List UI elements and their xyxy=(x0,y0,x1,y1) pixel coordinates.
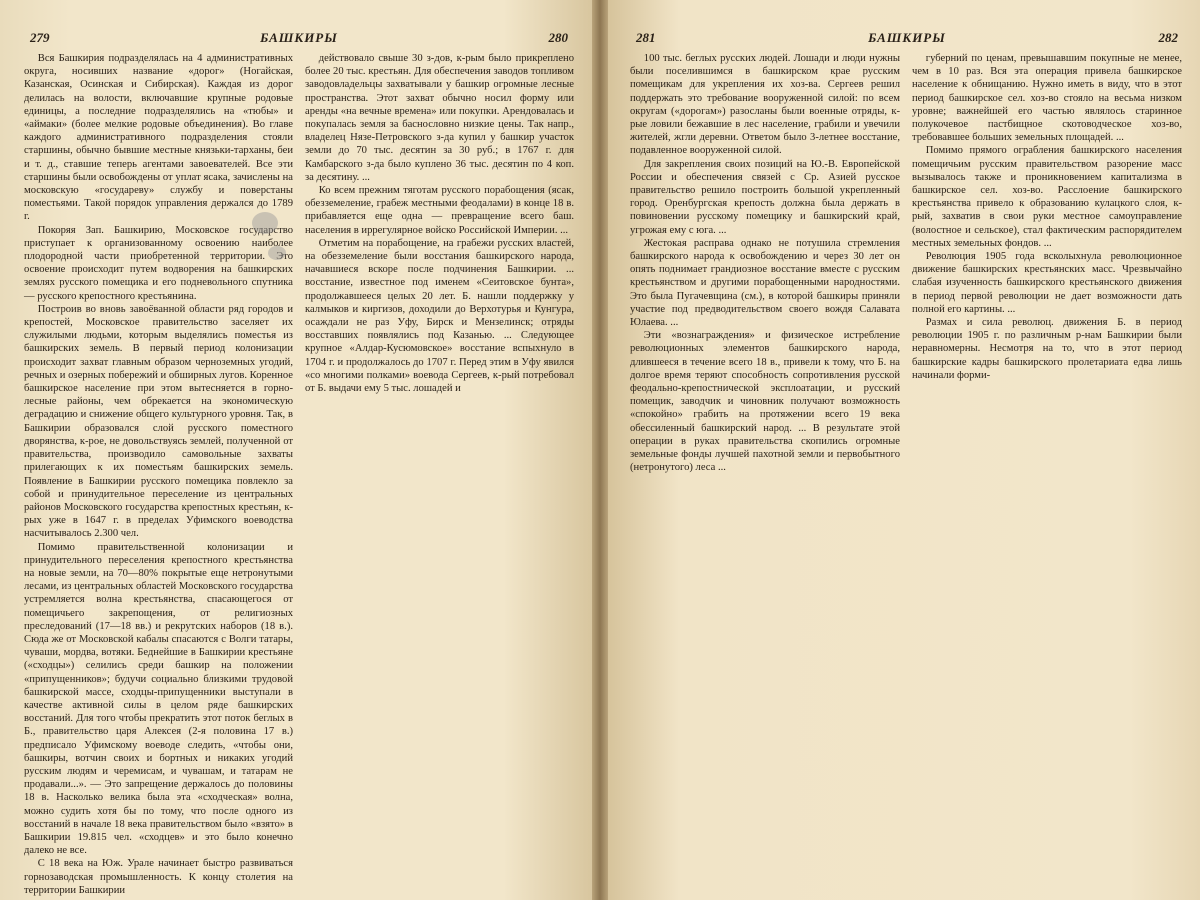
paragraph: Ко всем прежним тяготам русского порабощения (ясак, обезземеление, грабеж местными феодалами) в конце 18 в. прибавляется еще одна — превращение всего баш. населения в иррегулярное войско Российской Империи. ... xyxy=(305,185,574,236)
page-number-282: 282 xyxy=(1158,30,1178,45)
page-number-279: 279 xyxy=(30,30,50,45)
paragraph: действовало свыше 30 з-дов, к-рым было прикреплено более 20 тыс. крестьян. Для обеспечения заводов топливом заводовладельцы захватывали у башкир огромные лесные пространства. Этот захват обычно носил форму или аренды «на вечные времена» или покупки. Арендовалась и покупалась земля за баснословно низкие цены. Так напр., владелец Нязе-Петровского з-да купил у башкир участок земли до 70 тыс. десятин за 30 руб.; в 1767 г. для Камбарского з-да было куплено 36 тыс. десятин по 4 коп. за десятину. ... xyxy=(305,53,574,183)
paragraph: Помимо правительственной колонизации и принудительного переселения крепостного крестьянства на новые земли, на 70—80% покрытые еще нетронутыми лесами, из центральных областей Московского государства устремляется волна крестьянства, спасающегося от помещичьего закрепощения, от религиозных преследований (17—18 вв.) и рекрутских наборов (18 в.). Сюда же от Московской кабалы спасаются с Волги татары, чуваши, мордва, вотяки. Беднейшие в Башкирии крестьяне («сходцы») селились среди башкир на положении «припущенников»; будучи социально близкими трудовой башкирской массе, сходцы-припущенники выступали в качестве активной силы в целом ряде башкирских восстаний. Для того чтобы прекратить этот поток беглых в Б., правительство царя Алексея (2-я половина 17 в.) предписало Уфимскому воеводе следить, «чтобы они, башкиры, вотчин своих и бортных и никаких угодий русским людям и черемисам, и чувашам, и татарам не продавали...». — Это запрещение держалось до половины 18 в. Насколько велика была эта «сходческая» волна, можно судить хотя бы по тому, что после одного из восстаний в начале 18 века правительством было «взято» в Башкирии 19.815 чел. «сходцев» и это было конечно далеко не все. xyxy=(24,541,293,857)
text-column-4 xyxy=(912,52,1182,475)
text-column-3 xyxy=(630,52,900,475)
page-number-280: 280 xyxy=(548,30,568,45)
paragraph: Революция 1905 года всколыхнула революционное движение башкирских крестьянских масс. Чрезвычайно слабая изученность башкирского крестьянского движения в период первой революции не дает возможности дать полной его картины. ... xyxy=(912,251,1182,315)
paragraph: Эти «вознаграждения» и физическое истребление революционных элементов башкирского народа, длившееся в течение всего 18 в., привели к тому, что Б. на долгое время теряют способность сопротивления русской феодально-крепостнической эксплоатации, и русский помещик, заводчик и чиновник получают возможность «спокойно» грабить на протяжении всего 19 века обессиленный башкирский народ. ... В результате этой операции в руках правительства скопились огромные земельные фонды лучшей пахотной земли и первобытного (нетронутого) леса ... xyxy=(630,330,900,474)
paragraph: Размах и сила революц. движения Б. в период революции 1905 г. по различным р-нам Башкирии были неравномерны. Несмотря на то, что в этот период башкирские кадры башкирского пролетариата едва лишь начинали форми- xyxy=(912,317,1182,381)
paragraph: С 18 века на Юж. Урале начинает быстро развиваться горнозаводская промышленность. К концу столетия на территории Башкирии xyxy=(24,858,293,896)
page-number-281: 281 xyxy=(636,30,656,45)
running-title: БАШКИРЫ xyxy=(260,30,338,45)
paper-stain xyxy=(252,212,278,234)
paragraph: Вся Башкирия подразделялась на 4 административных округа, носивших название «дорог» (Ногайская, Казанская, Осинская и Сибирская). Каждая из дорог делилась на волости, включавшие крупные родовые единицы, а последние подразделялись на «тюбы» и «аймаки» (более мелкие родовые объединения). Во главе каждого административного подразделения стояли старшины, обычно бывшие местные князьки-тарханы, беи и т. д., ставшие теперь агентами завоевателей. Все эти старшины были освобождены от уплат ясака, зачислены на московскую «государеву» службу и поверстаны поместьями. Такой порядок управления держался до 1789 г. xyxy=(24,53,293,223)
left-page xyxy=(0,0,592,900)
paragraph: Покоряя Зап. Башкирию, Московское государство приступает к организованному освоению наиболее плодородной части приобретенной территории. Это освоение происходит путем водворения на башкирских землях русского помещика и его подневольного спутника — русского крепостного крестьянина. xyxy=(24,224,293,302)
right-page xyxy=(608,0,1200,900)
paper-stain xyxy=(268,246,286,260)
running-head-right xyxy=(630,30,1184,50)
paragraph: Помимо прямого ограбления башкирского населения помещичьим русским правительством разорение масс вызывалось также и проникновением капитализма в башкирское сел. хоз-во. Расслоение башкирского крестьянства привело к образованию кулацкого слоя, к-рый, захватив в свои руки местное самоуправление (волостное и сельское), стал фактическим распорядителем местных земельных фондов. ... xyxy=(912,145,1182,249)
running-title: БАШКИРЫ xyxy=(868,30,946,45)
paragraph: Построив во вновь завоёванной области ряд городов и крепостей, Московское правительство заселяет их служилыми людьми, которым выделялись поместья из башкирских земель. В первый период колонизации происходит захват главным образом черноземных угодий, речных и озерных побережий и обширных лугов. Коренное башкирское население при этом вытесняется в горно-лесные районы, чем обрекается на экономическую деградацию и снижение общего культурного уровня. Так, в Башкирии образовался слой русского поместного дворянства, к-рое, не довольствуясь землей, полученной от правительства, производило самовольные захваты прилегающих к их поместьям башкирских земель. Появление в Башкирии русского помещика повлекло за собой и принудительное переселение из центральных районов Московского государства крепостных крестьян, к-рых уже в 1647 г. в пределах Уфимского воеводства насчитывалось 2.300 чел. xyxy=(24,303,293,540)
text-column-2 xyxy=(305,52,574,897)
text-column-1 xyxy=(24,52,293,897)
paragraph: 100 тыс. беглых русских людей. Лошади и люди нужны были поселившимся в башкирском крае русским помещикам для укрепления их хоз-ва. Сергеев решил поддержать это требование вооруженной силой: по всем округам («дорогам») разосланы были военные отряды, к-рые ловили бежавшие в лес население, грабили и увечили жителей, жгли деревни. Ответом было 3-летнее восстание, подавленное вооруженной силой. xyxy=(630,53,900,157)
paragraph: Для закрепления своих позиций на Ю.-В. Европейской России и обеспечения связей с Ср. Азией русское правительство решило построить большой укрепленный город. Оренбургская крепость должна была держать в повиновении русскому помещику и башкирский край, угрожая ему с юга. ... xyxy=(630,158,900,236)
paragraph: губерний по ценам, превышавшим покупные не менее, чем в 10 раз. Вся эта операция привела башкирское население к обнищанию. Нужно иметь в виду, что в этот период башкирское сел. хоз-во стояло на весьма низком уровне; важнейшей его частью являлось старинное полукочевое пастбищное скотоводческое хоз-во, требовавшее больших земельных площадей. ... xyxy=(912,53,1182,144)
paragraph: Отметим на порабощение, на грабежи русских властей, на обезземеление были восстания башкирского народа, начавшиеся вскоре после подчинения Башкирии. ... восстание, известное под именем «Сеитовское бунта», продолжавшееся целых 20 лет. Б. нашли поддержку у калмыков и киргизов, доходили до Верхотурья и Кунгура, осаждали не раз Уфу, Бирск и Мензелинск; отряды восставших появлялись под Казанью. ... Следующее крупное «Алдар-Кусюмовское» восстание вспыхнуло в 1704 г. и продолжалось до 1707 г. Перед этим в Уфу явился «со многими полками» воевода Сергеев, к-рый потребовал от Б. выдачи ему 5 тыс. лошадей и xyxy=(305,237,574,395)
running-head-left xyxy=(24,30,574,50)
paragraph: Жестокая расправа однако не потушила стремления башкирского народа к освобождению и через 30 лет он опять поднимает грандиозное восстание вместе с русским крестьянством и другими порабощенными народностями. Это была Пугачевщина (см.), в которой башкиры приняли участие под предводительством своего вождя Салавата Юлаева. ... xyxy=(630,237,900,329)
book-gutter xyxy=(592,0,608,900)
